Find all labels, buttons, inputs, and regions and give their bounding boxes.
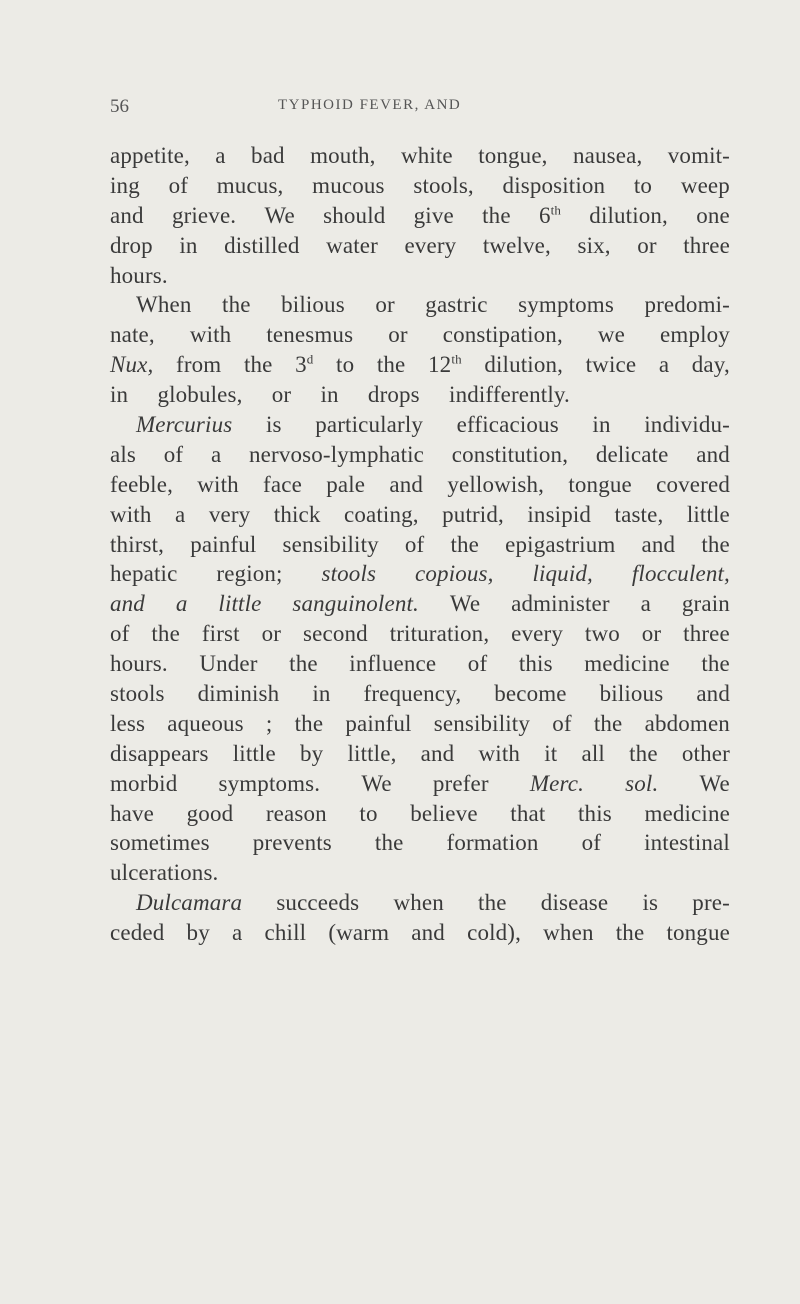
word: influence	[349, 651, 437, 677]
word: nausea,	[572, 143, 643, 168]
word: and	[110, 591, 145, 617]
word: nervoso-lymphatic	[249, 441, 425, 467]
text-line	[110, 440, 730, 470]
word: constipation,	[442, 322, 563, 348]
text-line	[110, 619, 730, 649]
word: aqueous	[167, 710, 244, 736]
word: copious,	[415, 561, 494, 587]
word: the	[478, 890, 507, 916]
word: should	[323, 202, 386, 228]
word: three	[683, 232, 730, 258]
word: vomit-	[667, 143, 730, 168]
word: ceded	[110, 920, 165, 946]
word: become	[494, 681, 567, 707]
word: every	[511, 621, 563, 647]
word: We	[449, 591, 481, 617]
word: tongue	[568, 471, 632, 497]
word: give	[413, 202, 454, 228]
word: of	[163, 441, 184, 467]
word: 12th	[428, 351, 462, 378]
word: a	[232, 920, 243, 946]
word: in	[592, 412, 611, 438]
word: Mercurius	[136, 412, 233, 438]
word: covered	[656, 471, 730, 497]
word: disappears	[110, 740, 209, 766]
word: the	[629, 740, 658, 766]
word: with	[110, 501, 152, 527]
word: epigastrium	[505, 531, 616, 557]
word: formation	[446, 830, 539, 856]
word: the	[289, 651, 318, 677]
word: have	[110, 800, 155, 826]
word: stools	[321, 561, 377, 587]
word: tongue,	[478, 143, 548, 168]
body-text	[110, 141, 730, 948]
text-line	[110, 559, 730, 589]
text-line	[110, 410, 730, 440]
text-line	[110, 201, 730, 231]
word: Dulcamara	[136, 890, 243, 916]
word: and	[641, 531, 676, 557]
text-line	[110, 858, 730, 888]
running-title: TYPHOID FEVER, AND	[278, 97, 462, 113]
text-line	[110, 141, 730, 171]
word: of	[404, 531, 425, 557]
text-line	[110, 530, 730, 560]
word: little	[218, 591, 262, 617]
text-line	[110, 888, 730, 918]
word: chill	[264, 920, 307, 946]
word: with	[197, 471, 239, 497]
word: a	[175, 591, 188, 617]
word: medicine	[644, 800, 730, 826]
word: coating,	[344, 501, 419, 527]
word: We	[361, 770, 392, 796]
word: ;	[265, 710, 273, 736]
text-line	[110, 290, 730, 320]
word: administer	[511, 591, 610, 617]
word: grain	[681, 591, 730, 617]
word: predomi-	[644, 292, 730, 318]
word: thick	[273, 501, 321, 527]
word: stools	[110, 681, 165, 707]
word: nate,	[110, 322, 155, 348]
word: delicate	[595, 441, 669, 467]
word: the	[243, 352, 273, 378]
word: appetite,	[110, 143, 190, 168]
word: drop	[110, 232, 153, 258]
word: dilution,	[589, 202, 668, 228]
word: yellowish,	[447, 471, 545, 497]
word: white	[400, 143, 453, 168]
word: the	[701, 531, 730, 557]
word: hours.	[110, 262, 168, 288]
word: and	[420, 740, 455, 766]
word: feeble,	[110, 471, 173, 497]
word: the	[294, 710, 324, 736]
text-line	[110, 709, 730, 739]
word: Merc.	[529, 770, 585, 796]
word: the	[376, 352, 406, 378]
word: employ	[660, 322, 730, 348]
word: painful	[190, 531, 257, 557]
word: a	[215, 143, 226, 168]
word: it	[544, 740, 558, 766]
text-line	[110, 261, 730, 291]
word: the	[151, 621, 180, 647]
word: water	[326, 232, 378, 258]
word: the	[593, 710, 623, 736]
word: drops	[367, 382, 420, 408]
word: and	[411, 920, 445, 946]
word: weep	[680, 172, 730, 198]
word: mucus,	[216, 172, 284, 198]
word: grieve.	[171, 202, 237, 228]
word: particularly	[315, 412, 424, 438]
word: or	[261, 621, 282, 647]
word: one	[696, 202, 730, 228]
word: twelve,	[482, 232, 551, 258]
word: tenesmus	[266, 322, 354, 348]
word: gastric	[425, 292, 488, 318]
word: or	[271, 382, 292, 408]
word: of	[467, 651, 488, 677]
word: the	[374, 830, 404, 856]
text-line	[110, 380, 570, 410]
word: is	[265, 412, 282, 438]
word: constitution,	[451, 441, 569, 467]
word: mucous	[312, 172, 385, 198]
word: painful	[345, 710, 412, 736]
word: in	[179, 232, 198, 258]
word: 6th	[538, 202, 562, 228]
word: and	[110, 202, 144, 228]
word: to	[633, 172, 653, 198]
word: to	[359, 800, 378, 826]
word: symptoms.	[218, 770, 321, 796]
word: sol.	[625, 770, 659, 796]
word: pale	[326, 471, 366, 497]
word: the	[450, 531, 480, 557]
word: with	[189, 322, 232, 348]
word: Under	[199, 651, 258, 677]
text-line	[110, 589, 730, 619]
word: in	[320, 382, 339, 408]
word: individu-	[644, 412, 730, 438]
word: and	[696, 681, 730, 707]
word: trituration,	[389, 621, 490, 647]
word: all	[581, 740, 605, 766]
word: taste,	[614, 501, 664, 527]
word: symptoms	[518, 292, 614, 318]
word: (warm	[328, 920, 390, 946]
word: hours.	[110, 651, 168, 677]
word: flocculent,	[631, 561, 730, 587]
word: by	[186, 920, 210, 946]
word: little	[232, 740, 276, 766]
word: intestinal	[644, 830, 730, 856]
text-line	[110, 470, 730, 500]
word: and	[389, 471, 424, 497]
word: bad	[251, 143, 285, 168]
word: of	[581, 830, 602, 856]
word: dilution,	[484, 352, 564, 378]
word: when	[543, 920, 594, 946]
text-line	[110, 350, 730, 380]
word: stools,	[413, 172, 474, 198]
text-line	[110, 231, 730, 261]
text-line	[110, 320, 730, 350]
word: succeeds	[276, 890, 360, 916]
word: first	[201, 621, 240, 647]
word: When	[136, 292, 192, 318]
word: insipid	[527, 501, 592, 527]
text-line	[110, 799, 730, 829]
word: second	[303, 621, 368, 647]
word: or	[375, 292, 395, 318]
text-line	[110, 500, 730, 530]
word: two	[584, 621, 620, 647]
text-line	[110, 828, 730, 858]
running-head	[110, 96, 730, 124]
word: twice	[585, 352, 637, 378]
word: sanguinolent.	[292, 591, 419, 617]
word: a	[640, 591, 651, 617]
page-number: 56	[110, 96, 129, 117]
word: six,	[577, 232, 611, 258]
word: this	[578, 800, 612, 826]
word: ulcerations.	[110, 860, 219, 886]
word: of	[168, 172, 189, 198]
word: very	[208, 501, 251, 527]
word: disposition	[502, 172, 606, 198]
word: Nux,	[110, 352, 154, 378]
word: mouth,	[310, 143, 376, 168]
text-line	[110, 739, 730, 769]
word: this	[518, 651, 553, 677]
word: liquid,	[532, 561, 593, 587]
text-line	[110, 769, 730, 799]
word: cold),	[467, 920, 522, 946]
word: of	[552, 710, 572, 736]
word: distilled	[224, 232, 300, 258]
word: reason	[265, 800, 327, 826]
word: good	[186, 800, 234, 826]
word: a	[210, 441, 222, 467]
word: three	[683, 621, 730, 647]
word: other	[681, 740, 730, 766]
word: less	[110, 710, 146, 736]
word: medicine	[584, 651, 670, 677]
word: in	[312, 681, 331, 707]
word: or	[637, 232, 657, 258]
word: believe	[410, 800, 478, 826]
word: bilious	[599, 681, 664, 707]
word: when	[393, 890, 444, 916]
word: sensibility	[433, 710, 530, 736]
word: frequency,	[363, 681, 462, 707]
word: pre-	[692, 890, 730, 916]
word: sensibility	[282, 531, 379, 557]
word: face	[263, 471, 302, 497]
word: or	[641, 621, 662, 647]
word: a	[174, 501, 186, 527]
word: a	[658, 352, 670, 378]
word: little	[686, 501, 730, 527]
word: of	[110, 621, 130, 647]
word: bilious	[281, 292, 345, 318]
word: als	[110, 441, 136, 467]
word: the	[482, 202, 511, 228]
word: we	[597, 322, 626, 348]
word: and	[696, 441, 730, 467]
word: We	[699, 770, 730, 796]
word: from	[176, 352, 222, 378]
word: hepatic	[110, 561, 178, 587]
text-line	[110, 679, 730, 709]
word: every	[404, 232, 457, 258]
word: diminish	[197, 681, 280, 707]
word: little,	[347, 740, 397, 766]
word: prefer	[432, 770, 489, 796]
word: 3$^d$	[295, 351, 314, 378]
word: putrid,	[442, 501, 504, 527]
text-line	[110, 649, 730, 679]
word: tongue	[666, 920, 730, 946]
word: that	[510, 800, 546, 826]
word: prevents	[252, 830, 332, 856]
word: globules,	[157, 382, 243, 408]
word: the	[701, 651, 730, 677]
word: indifferently.	[449, 382, 570, 408]
text-line	[110, 918, 730, 948]
word: to	[336, 352, 355, 378]
word: efficacious	[456, 412, 559, 438]
word: disease	[540, 890, 609, 916]
word: ing	[110, 172, 140, 198]
word: the	[222, 292, 251, 318]
word: by	[300, 740, 324, 766]
word: with	[478, 740, 521, 766]
word: We	[264, 202, 295, 228]
word: sometimes	[110, 830, 210, 856]
word: abdomen	[644, 710, 730, 736]
word: is	[642, 890, 659, 916]
word: the	[615, 920, 645, 946]
word: or	[388, 322, 408, 348]
word: region;	[216, 561, 283, 587]
word: day,	[691, 352, 730, 378]
word: morbid	[110, 770, 178, 796]
text-line	[110, 171, 730, 201]
word: in	[110, 382, 129, 408]
word: thirst,	[110, 531, 165, 557]
